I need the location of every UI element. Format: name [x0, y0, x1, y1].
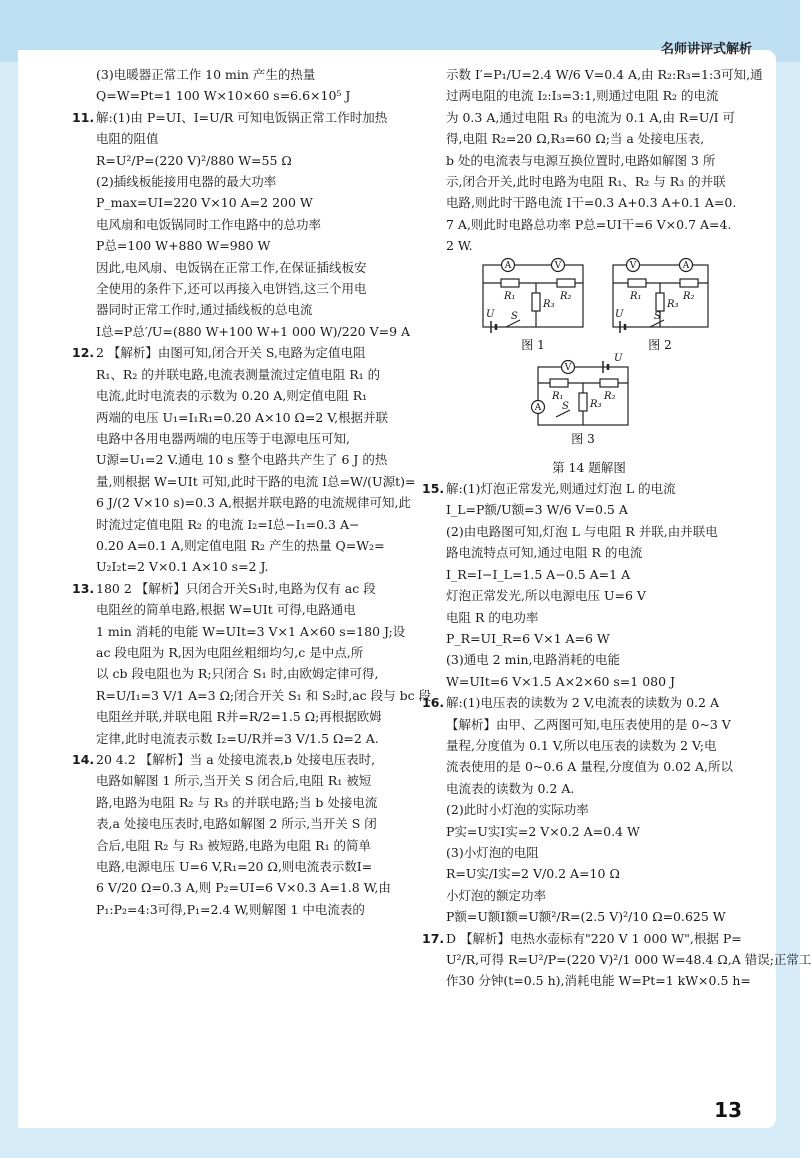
text-line — [428, 499, 750, 520]
question-number: 12. — [72, 345, 95, 361]
fig3-voltmeter-letter: V — [564, 362, 572, 373]
line-text: 电阻丝并联,并联电阻 R并=R/2=1.5 Ω;再根据欧姆 — [96, 709, 382, 725]
text-line — [428, 863, 750, 884]
line-text: 表,a 处接电压表时,电路如解图 2 所示,当开关 S 闭 — [96, 816, 377, 832]
text-line — [72, 578, 408, 599]
line-text: (2)插线板能接用电器的最大功率 — [96, 174, 277, 190]
section-title: 名师讲评式解析 — [660, 42, 752, 57]
line-text: 灯泡正常发光,所以电源电压 U=6 V — [446, 588, 646, 604]
text-line — [78, 150, 408, 171]
line-text: 6 V/20 Ω=0.3 A,则 P₂=UI=6 V×0.3 A=1.8 W,由 — [96, 880, 391, 896]
text-line — [428, 171, 750, 192]
line-text: P总=100 W+880 W=980 W — [96, 238, 271, 254]
line-text: P实=U实I实=2 V×0.2 A=0.4 W — [446, 823, 640, 839]
question-number: 15. — [422, 481, 445, 497]
question-number: 17. — [422, 930, 445, 946]
line-text: I_L=P额/U额=3 W/6 V=0.5 A — [446, 502, 628, 518]
line-text: 路电流特点可知,通过电阻 R 的电流 — [446, 545, 643, 561]
text-line — [78, 407, 408, 428]
line-text: 电流,此时电流表的示数为 0.20 A,则定值电阻 R₁ — [96, 388, 368, 404]
text-line — [428, 85, 750, 106]
text-line — [78, 278, 408, 299]
question-number: 13. — [72, 580, 95, 596]
line-text: (2)由电路图可知,灯泡 L 与电阻 R 并联,由并联电 — [446, 523, 718, 539]
answers-15-17 — [422, 478, 811, 992]
left-column — [72, 64, 432, 920]
line-text: P₁:P₂=4:3可得,P₁=2.4 W,则解图 1 中电流表的 — [96, 901, 365, 917]
text-line — [422, 478, 750, 499]
line-text: R=U实/I实=2 V/0.2 A=10 Ω — [446, 866, 620, 882]
line-text: 示,闭合开关,此时电路为电阻 R₁、R₂ 与 R₃ 的并联 — [446, 174, 726, 190]
text-line — [72, 749, 408, 770]
line-text: 为 0.3 A,通过电阻 R₃ 的电流为 0.1 A,由 R=U/I 可 — [446, 109, 736, 125]
text-line — [72, 107, 408, 128]
text-line — [428, 235, 750, 256]
text-line — [428, 842, 750, 863]
fig1-r1-label: R₁ — [504, 290, 516, 302]
text-line — [428, 64, 763, 85]
fig1-r2-label: R₂ — [560, 290, 572, 302]
line-text: 解:(1)灯泡正常发光,则通过灯泡 L 的电流 — [446, 481, 676, 497]
line-text: 得,电阻 R₂=20 Ω,R₃=60 Ω;当 a 处接电压表, — [446, 131, 705, 147]
fig2-voltmeter-letter: V — [629, 260, 637, 271]
line-text: 以 cb 段电阻也为 R;只闭合 S₁ 时,由欧姆定律可得, — [96, 666, 379, 682]
text-line — [428, 521, 750, 542]
text-line — [428, 192, 750, 213]
text-line — [78, 621, 408, 642]
figure-group-14 — [428, 257, 750, 457]
line-text: 小灯泡的额定功率 — [446, 887, 547, 903]
fig2-r1-label: R₁ — [630, 290, 642, 302]
line-text: 量程,分度值为 0.1 V,所以电压表的读数为 2 V;电 — [446, 737, 717, 753]
fig2-caption: 图 2 — [648, 337, 672, 352]
line-text: 解:(1)由 P=UI、I=U/R 可知电饭锅正常工作时加热 — [96, 109, 388, 125]
text-line — [428, 799, 750, 820]
line-text: 7 A,则此时电路总功率 P总=UI干=6 V×0.7 A=4. — [446, 216, 732, 232]
fig1-s-label: S — [511, 310, 518, 322]
line-text: R=U²/P=(220 V)²/880 W=55 Ω — [96, 152, 292, 168]
fig2-s-label: S — [654, 310, 661, 322]
line-text: 电风扇和电饭锅同时工作电路中的总功率 — [96, 216, 322, 232]
text-line — [78, 642, 408, 663]
text-line — [78, 835, 408, 856]
fig2-ammeter-letter: A — [682, 260, 690, 271]
question-number: 14. — [72, 752, 95, 767]
text-line — [428, 607, 750, 628]
line-text: (3)电暖器正常工作 10 min 产生的热量 — [96, 67, 316, 82]
fig1-caption: 图 1 — [521, 337, 545, 352]
circuit-diagrams — [428, 257, 750, 457]
line-text: (3)通电 2 min,电路消耗的电能 — [446, 652, 620, 668]
text-line — [428, 128, 750, 149]
fig1-voltmeter-letter: V — [554, 260, 562, 271]
line-text: 电路,则此时干路电流 I干=0.3 A+0.3 A+0.1 A=0. — [446, 195, 737, 211]
fig2-r2-label: R₂ — [683, 290, 695, 302]
fig3-r2-label: R₂ — [604, 390, 616, 402]
line-text: 电阻丝的简单电路,根据 W=UIt 可得,电路通电 — [96, 602, 356, 618]
line-text: 全使用的条件下,还可以再接入电饼铛,这三个用电 — [96, 281, 367, 297]
text-line — [422, 928, 750, 949]
fig3-r1-label: R₁ — [552, 390, 564, 402]
text-line — [428, 649, 750, 670]
fig3-s-label: S — [562, 400, 569, 412]
line-text: U₂I₂t=2 V×0.1 A×10 s=2 J. — [96, 559, 269, 575]
line-text: 器同时正常工作时,通过插线板的总电流 — [96, 302, 313, 318]
text-line — [78, 128, 408, 149]
line-text: R₁、R₂ 的并联电路,电流表测量流过定值电阻 R₁ 的 — [96, 366, 381, 382]
line-text: (3)小灯泡的电阻 — [446, 844, 539, 860]
text-line — [78, 899, 408, 920]
text-line — [428, 107, 750, 128]
line-text: R=U/I₁=3 V/1 A=3 Ω;闭合开关 S₁ 和 S₂时,ac 段与 bc 段 — [96, 687, 432, 703]
text-line — [428, 906, 750, 927]
line-text: P_max=UI=220 V×10 A=2 200 W — [96, 195, 313, 211]
fig2-u-label: U — [615, 308, 624, 320]
text-line — [78, 514, 408, 535]
text-line — [428, 735, 750, 756]
text-line — [78, 299, 408, 320]
line-text: 示数 I′=P₁/U=2.4 W/6 V=0.4 A,由 R₂:R₃=1:3可知,通 — [446, 67, 763, 82]
line-text: 电路,电源电压 U=6 V,R₁=20 Ω,则电流表示数I= — [96, 859, 373, 875]
line-text: 两端的电压 U₁=I₁R₁=0.20 A×10 Ω=2 V,根据并联 — [96, 409, 389, 425]
text-line — [428, 970, 750, 991]
text-line — [428, 885, 750, 906]
text-line — [78, 770, 408, 791]
line-text: D 【解析】电热水壶标有"220 V 1 000 W",根据 P= — [446, 930, 742, 946]
text-line — [428, 542, 750, 563]
text-line — [78, 706, 408, 727]
line-text: 1 min 消耗的电能 W=UIt=3 V×1 A×60 s=180 J;设 — [96, 623, 406, 639]
line-text: 【解析】由甲、乙两图可知,电压表使用的是 0~3 V — [446, 716, 731, 732]
text-line — [428, 756, 750, 777]
text-line — [428, 564, 750, 585]
text-line — [428, 821, 750, 842]
text-line — [428, 150, 750, 171]
text-line — [78, 171, 408, 192]
fig3-u-label: U — [614, 352, 623, 364]
fig3-ammeter-letter: A — [534, 402, 542, 413]
line-text: 6 J/(2 V×10 s)=0.3 A,根据并联电路的电流规律可知,此 — [96, 495, 411, 511]
text-line — [428, 214, 750, 235]
fig1-u-label: U — [486, 308, 495, 320]
line-text: 20 4.2 【解析】当 a 处接电流表,b 处接电压表时, — [96, 752, 376, 767]
line-text: (2)此时小灯泡的实际功率 — [446, 802, 589, 818]
text-line — [78, 685, 432, 706]
right-column — [422, 64, 811, 992]
text-line — [428, 949, 811, 970]
line-text: 电阻 R 的电功率 — [446, 609, 539, 625]
fig1-r3-label: R₃ — [543, 298, 555, 310]
question-number: 11. — [72, 109, 95, 125]
text-line — [78, 535, 408, 556]
line-text: b 处的电流表与电源互换位置时,电路如解图 3 所 — [446, 152, 716, 168]
line-text: 过两电阻的电流 I₂:I₃=3:1,则通过电阻 R₂ 的电流 — [446, 88, 719, 104]
line-text: 电路中各用电器两端的电压等于电源电压可知, — [96, 430, 350, 446]
line-text: ac 段电阻为 R,因为电阻丝粗细均匀,c 是中点,所 — [96, 644, 364, 660]
line-text: 电流表的读数为 0.2 A. — [446, 780, 575, 796]
text-line — [78, 321, 411, 342]
page-number: 13 — [714, 1098, 742, 1122]
line-text: U²/R,可得 R=U²/P=(220 V)²/1 000 W=48.4 Ω,A 错误;正常工 — [446, 952, 811, 967]
text-line — [428, 628, 750, 649]
text-line — [78, 663, 408, 684]
fig2-r3-label: R₃ — [667, 298, 679, 310]
line-text: W=UIt=6 V×1.5 A×2×60 s=1 080 J — [446, 673, 676, 689]
answer-14-continued — [428, 64, 763, 257]
line-text: 因此,电风扇、电饭锅在正常工作,在保证插线板安 — [96, 259, 367, 275]
line-text: 作30 分钟(t=0.5 h),消耗电能 W=Pt=1 kW×0.5 h= — [446, 973, 751, 989]
text-line — [78, 492, 411, 513]
line-text: 电阻的阻值 — [96, 131, 159, 147]
line-text: U源=U₁=2 V.通电 10 s 整个电路共产生了 6 J 的热 — [96, 452, 388, 468]
line-text: 合后,电阻 R₂ 与 R₃ 被短路,电路为电阻 R₁ 的简单 — [96, 837, 372, 853]
line-text: P_R=UI_R=6 V×1 A=6 W — [446, 630, 610, 646]
text-line — [72, 342, 408, 363]
text-line — [78, 85, 408, 106]
fig3-caption: 图 3 — [571, 431, 595, 446]
fig1-ammeter-letter: A — [504, 260, 512, 271]
text-line — [78, 64, 408, 85]
text-line — [78, 428, 408, 449]
meter-icons — [502, 258, 693, 413]
text-line — [78, 599, 408, 620]
text-line — [78, 235, 408, 256]
line-text: 180 2 【解析】只闭合开关S₁时,电路为仅有 ac 段 — [96, 580, 376, 596]
line-text: 电路如解图 1 所示,当开关 S 闭合后,电阻 R₁ 被短 — [96, 773, 372, 789]
line-text: 0.20 A=0.1 A,则定值电阻 R₂ 产生的热量 Q=W₂= — [96, 537, 385, 553]
text-line — [428, 714, 750, 735]
text-line — [78, 556, 408, 577]
line-text: 2 【解析】由图可知,闭合开关 S,电路为定值电阻 — [96, 345, 366, 361]
text-line — [78, 792, 408, 813]
line-text: 量,则根据 W=UIt 可知,此时干路的电流 I总=W/(U源t)= — [96, 473, 416, 489]
question-number: 16. — [422, 695, 445, 711]
line-text: 路,电路为电阻 R₂ 与 R₃ 的并联电路;当 b 处接电流 — [96, 794, 378, 810]
figure-group-caption: 第 14 题解图 — [552, 459, 626, 475]
text-line — [428, 585, 750, 606]
text-line — [422, 692, 750, 713]
text-line — [78, 877, 408, 898]
text-line — [78, 856, 408, 877]
line-text: 解:(1)电压表的读数为 2 V,电流表的读数为 0.2 A — [446, 695, 719, 711]
text-line — [78, 385, 408, 406]
text-line — [78, 364, 408, 385]
line-text: 定律,此时电流表示数 I₂=U/R并=3 V/1.5 Ω=2 A. — [96, 730, 379, 746]
text-line — [78, 728, 408, 749]
text-line — [78, 257, 408, 278]
text-line — [78, 192, 408, 213]
text-line — [78, 471, 416, 492]
text-line — [428, 671, 750, 692]
text-line — [78, 449, 408, 470]
line-text: 2 W. — [446, 238, 473, 254]
line-text: 流表使用的是 0~0.6 A 量程,分度值为 0.02 A,所以 — [446, 759, 734, 775]
line-text: I总=P总′/U=(880 W+100 W+1 000 W)/220 V=9 A — [96, 323, 411, 339]
text-line — [428, 778, 750, 799]
text-line — [78, 214, 408, 235]
fig3-r3-label: R₃ — [590, 398, 602, 410]
text-line — [78, 813, 408, 834]
line-text: I_R=I−I_L=1.5 A−0.5 A=1 A — [446, 566, 631, 582]
line-text: Q=W=Pt=1 100 W×10×60 s=6.6×10⁵ J — [96, 88, 351, 104]
line-text: 时流过定值电阻 R₂ 的电流 I₂=I总−I₁=0.3 A− — [96, 516, 360, 532]
line-text: P额=U额I额=U额²/R=(2.5 V)²/10 Ω=0.625 W — [446, 909, 726, 925]
